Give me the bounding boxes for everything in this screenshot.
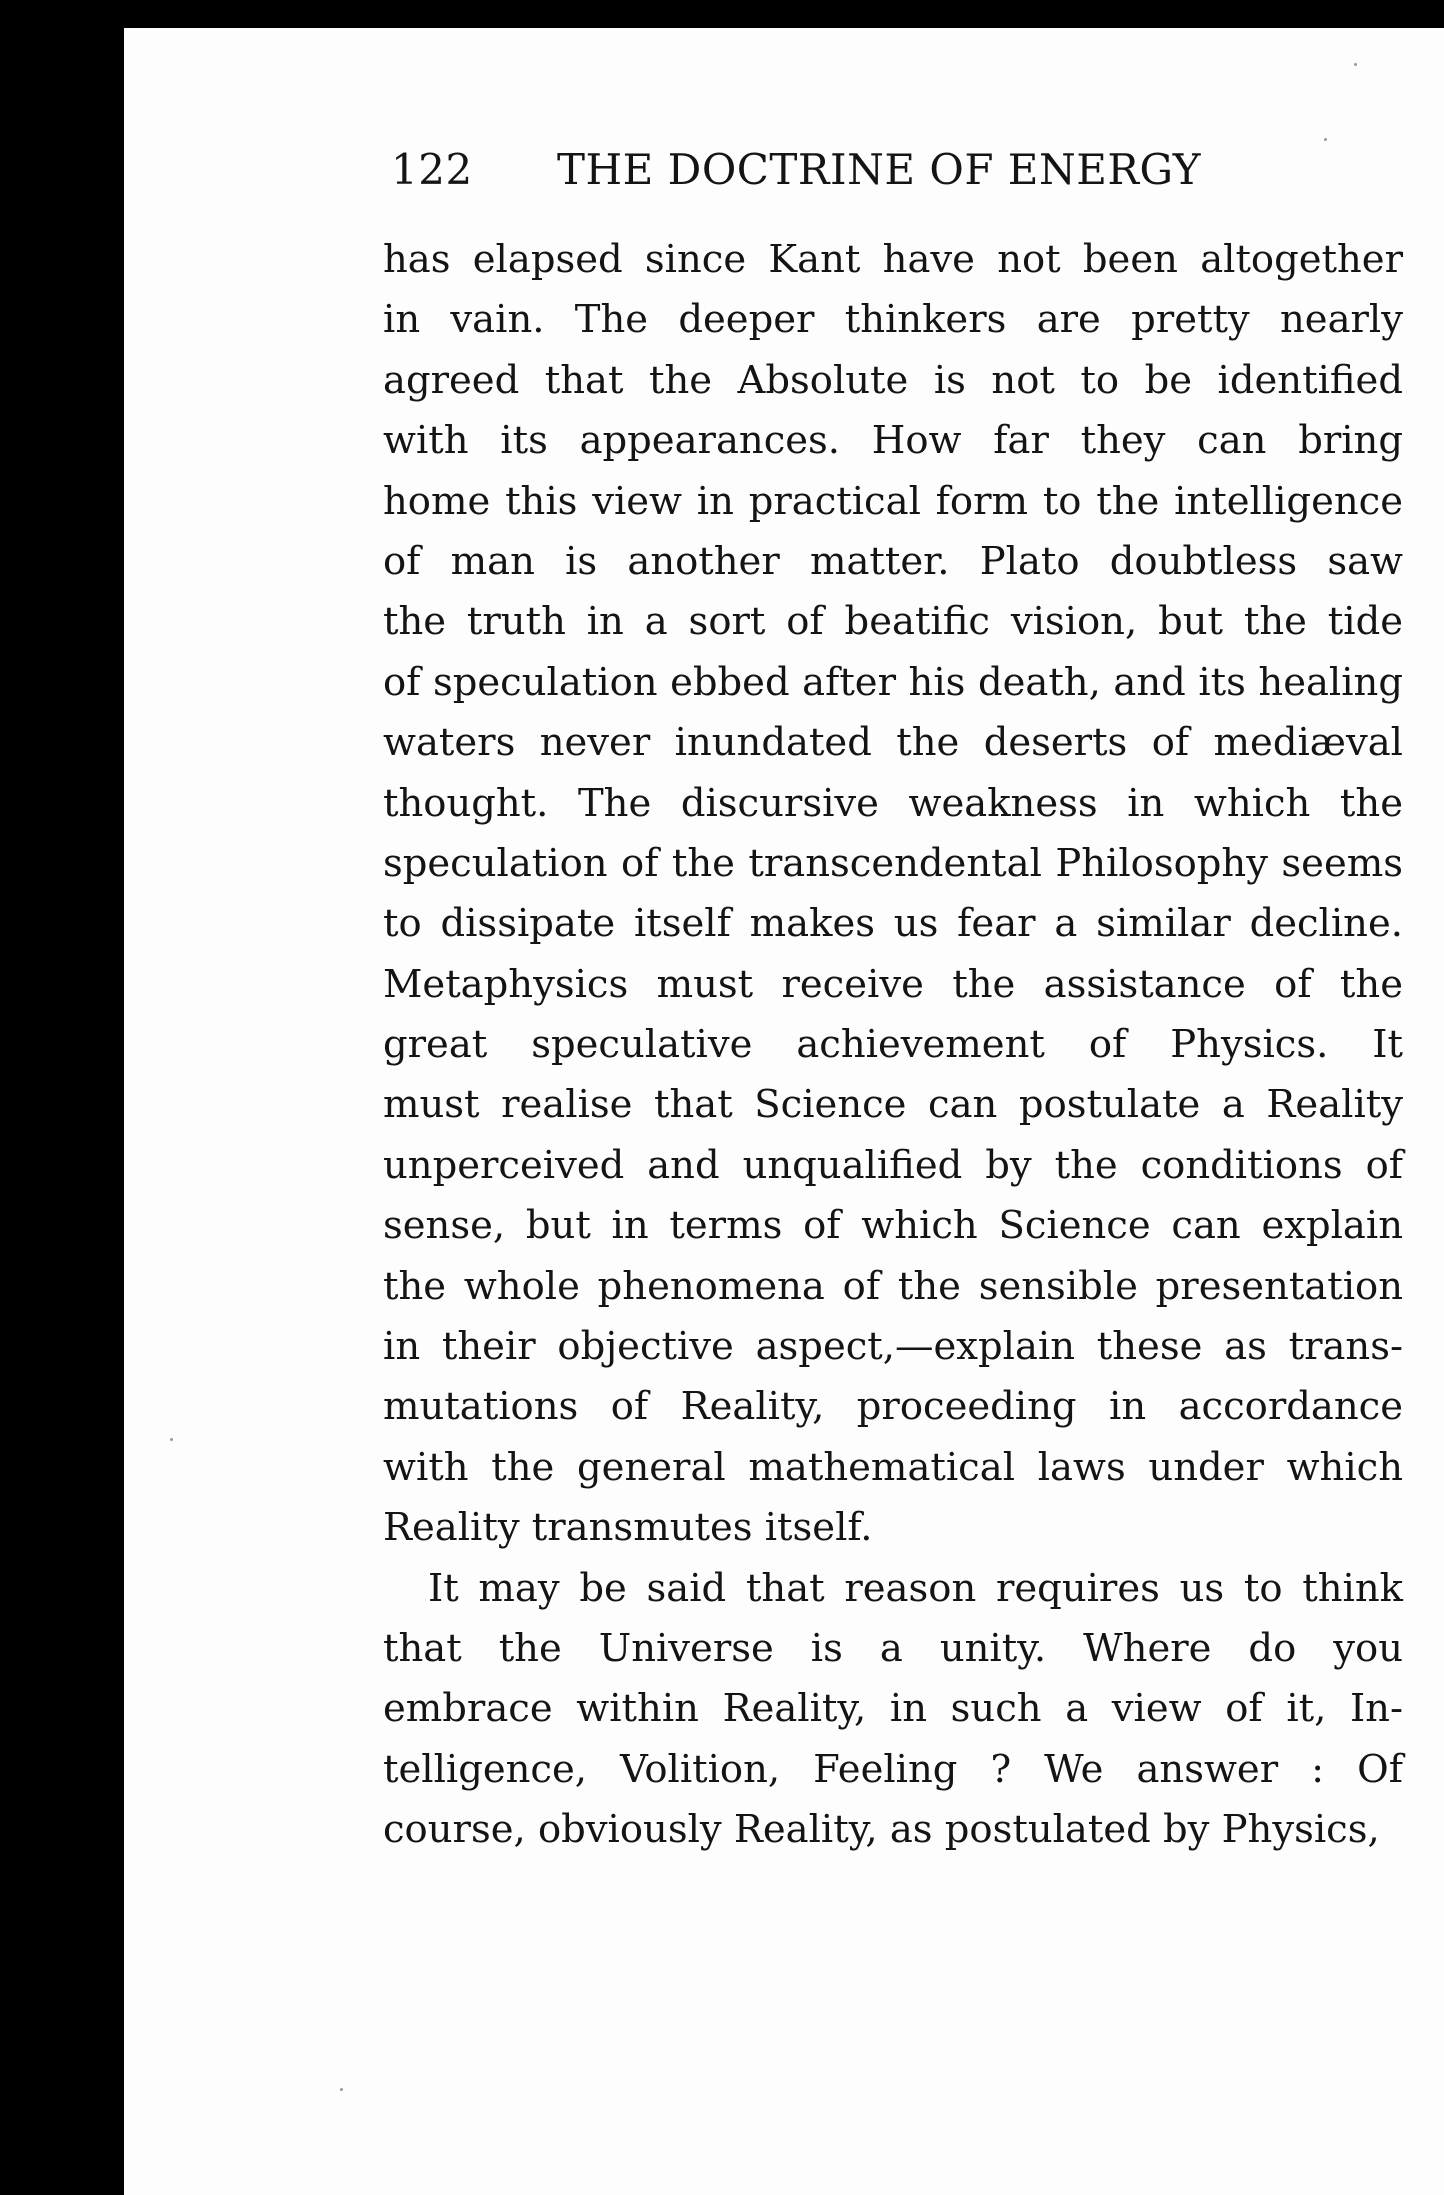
text-line: home this view in practical form to the intelligence [383, 478, 1403, 524]
text-line: in vain. The deeper thinkers are pretty nearly [383, 297, 1403, 343]
text-line: of man is another matter. Plato doubtless saw [383, 538, 1403, 584]
text-line: has elapsed since Kant have not been altogether [383, 237, 1403, 282]
text-line: thought. The discursive weakness in which the [383, 780, 1403, 826]
text-line: Metaphysics must receive the assistance of the [383, 961, 1403, 1007]
text-line: agreed that the Absolute is not to be identified [383, 357, 1403, 403]
text-line: It may be said that reason requires us to think [428, 1565, 1403, 1611]
page-number: 122 [391, 145, 473, 194]
text-line: the whole phenomena of the sensible presentation [383, 1263, 1403, 1309]
running-head: THE DOCTRINE OF ENERGY [557, 145, 1202, 194]
text-line: that the Universe is a unity. Where do you [383, 1625, 1403, 1671]
text-line: mutations of Reality, proceeding in accordance [383, 1384, 1403, 1430]
text-line: telligence, Volition, Feeling ? We answer : Of [383, 1746, 1403, 1792]
paper-speck [340, 2088, 343, 2091]
text-line: in their objective aspect,—explain these as trans- [383, 1324, 1403, 1370]
paper-speck [1324, 138, 1327, 141]
text-line: the truth in a sort of beatific vision, but the tide [383, 599, 1403, 645]
text-line: course, obviously Reality, as postulated by Physics, [383, 1807, 1380, 1853]
text-line: of speculation ebbed after his death, and its healing [383, 659, 1403, 705]
text-line: great speculative achievement of Physics. It [383, 1022, 1403, 1068]
paper-speck [1354, 63, 1357, 66]
page-header [391, 145, 1291, 205]
text-line: unperceived and unqualified by the conditions of [383, 1142, 1403, 1188]
text-line: must realise that Science can postulate a Reality [383, 1082, 1403, 1128]
paper-speck [170, 1438, 173, 1441]
text-line: with its appearances. How far they can bring [383, 418, 1403, 464]
text-line: Reality transmutes itself. [383, 1505, 873, 1551]
text-line: speculation of the transcendental Philosophy seems [383, 840, 1403, 886]
text-line: to dissipate itself makes us fear a similar decline. [383, 901, 1403, 947]
text-line: sense, but in terms of which Science can explain [383, 1203, 1403, 1249]
text-line: embrace within Reality, in such a view of it, In- [383, 1686, 1403, 1732]
body-text [383, 230, 1403, 1861]
text-line: waters never inundated the deserts of mediæval [383, 720, 1403, 766]
text-line: with the general mathematical laws under which [383, 1444, 1403, 1490]
paragraph [383, 1559, 1403, 1861]
paragraph [383, 230, 1403, 1559]
